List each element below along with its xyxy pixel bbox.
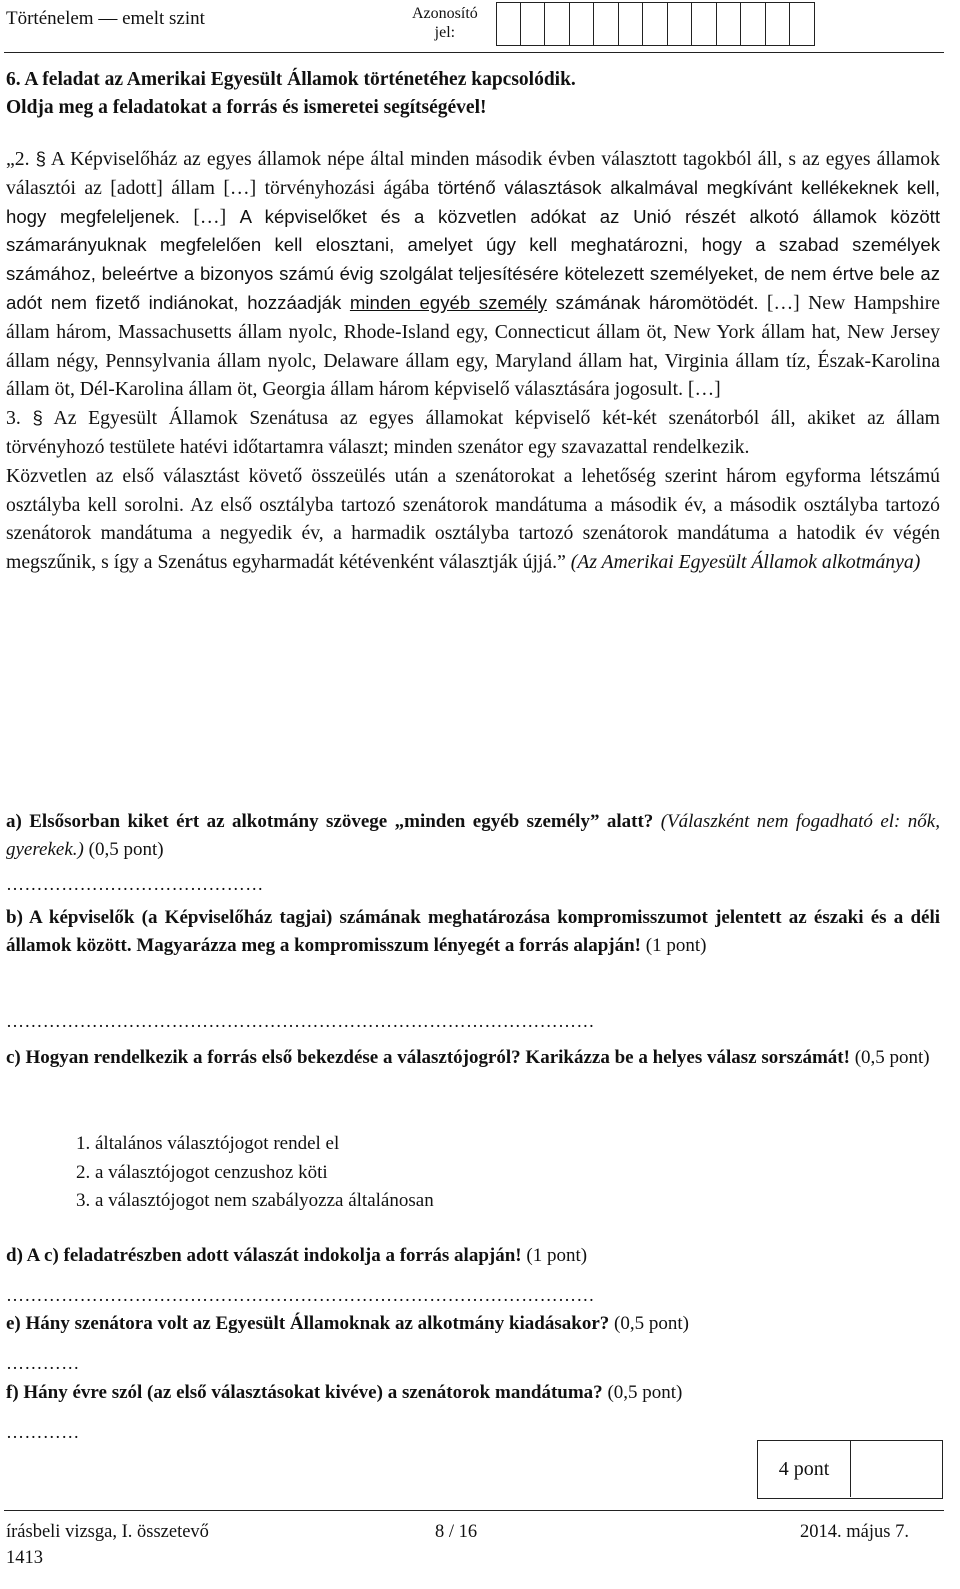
source-citation: (Az Amerikai Egyesült Államok alkotmánya) [565, 551, 921, 574]
task-heading-line1: 6. A feladat az Amerikai Egyesült Államok történetéhez kapcsolódik. [6, 69, 576, 90]
footer-divider [4, 1510, 944, 1511]
question-b [6, 904, 940, 960]
question-f-points: (0,5 pont) [602, 1382, 683, 1403]
source-paragraph-2 [6, 404, 940, 462]
id-box[interactable] [545, 2, 570, 46]
id-box[interactable] [741, 2, 766, 46]
footer-date: 2014. május 7. [800, 1522, 909, 1542]
id-box[interactable] [496, 2, 521, 46]
source-text-span: […] New Hampshire állam három, Massachusetts állam nyolc, Rhode-Island egy, Connecticut állam öt, New York állam hat, New Jersey állam négy, Pennsylvania állam nyolc, Delaware állam egy, Maryland állam hat, Virginia állam tíz, Észak-Karolina állam öt, Dél-Karolina állam öt, Georgia állam három képviselő választására jogosult. […] [6, 291, 941, 401]
id-box[interactable] [790, 2, 815, 46]
section-sign: § [35, 148, 46, 169]
answer-e-line[interactable]: ………… [6, 1353, 80, 1373]
question-f [6, 1379, 940, 1407]
footer-exam-type: írásbeli vizsga, I. összetevő [6, 1522, 209, 1542]
underlined-phrase: minden egyéb személy [349, 291, 547, 313]
question-a-points: (0,5 pont) [83, 839, 164, 860]
source-text-span: 3. [6, 407, 33, 430]
question-c-text: c) Hogyan rendelkezik a forrás első bekezdése a választójogról? Karikázza be a helyes válasz sorszámát! [6, 1047, 850, 1068]
option-2[interactable]: 2. a választójogot cenzushoz köti [76, 1161, 328, 1183]
question-c-options [76, 1130, 434, 1216]
id-label-line1: Azonosító [412, 5, 478, 22]
header-subject: Történelem — emelt szint [6, 8, 205, 29]
source-paragraph-3 [6, 462, 940, 577]
source-quote-open: „2. [6, 148, 36, 170]
question-d [6, 1242, 940, 1270]
question-a-text: a) Elsősorban kiket ért az alkotmány szövege „minden egyéb személy” alatt? [6, 811, 654, 832]
question-e-points: (0,5 pont) [609, 1313, 689, 1334]
source-text-span: számának háromötödét. [546, 291, 759, 313]
id-box[interactable] [643, 2, 668, 46]
question-a [6, 808, 940, 864]
question-c-points: (0,5 pont) [849, 1047, 930, 1068]
id-box[interactable] [668, 2, 693, 46]
id-label-line2: jel: [434, 24, 456, 41]
question-b-points: (1 pont) [641, 935, 707, 956]
source-text-span: Közvetlen az első választást követő összeülés után a szenátorokat a lehetőség szerint három egyforma létszámú osztályba kell sorolni. Az első osztályba tartozó szenátorok mandátuma a második év, a második osztályba tartozó szenátorok mandátuma a negyedik év, a harmadik osztályba tartozó szenátorok mandátuma a hatodik év végén megszűnik, s így a Szenátus egyharmadát kétévenként választják újjá.” [6, 464, 940, 574]
question-d-points: (1 pont) [521, 1245, 588, 1266]
id-boxes [496, 2, 815, 46]
answer-f-line[interactable]: ………… [6, 1422, 80, 1442]
id-box[interactable] [570, 2, 595, 46]
source-text-span: Az Egyesült Államok Szenátusa az egyes államokat képviselő két-két szenátorból áll, akiket az állam törvényhozó testülete hatévi időtartamra választ; minden szenátor egy szavazattal rendelkezik. [6, 407, 941, 458]
option-3[interactable]: 3. a választójogot nem szabályozza általánosan [76, 1190, 434, 1211]
task-heading [6, 66, 946, 122]
source-text [6, 145, 940, 577]
question-e [6, 1310, 940, 1338]
source-paragraph-1 [6, 145, 940, 404]
question-f-text: f) Hány évre szól (az első választásokat kivéve) a szenátorok mandátuma? [6, 1382, 603, 1403]
question-e-text: e) Hány szenátora volt az Egyesült Államoknak az alkotmány kiadásakor? [6, 1313, 610, 1334]
id-box[interactable] [766, 2, 791, 46]
id-box[interactable] [521, 2, 546, 46]
answer-b-line[interactable]: …………………………………………………………………………………… [6, 1011, 595, 1031]
question-a-note: (Válaszként nem fogadható el: nők, gyerekek.) [6, 811, 940, 860]
task-heading-line2: Oldja meg a feladatokat a forrás és ismeretei segítségével! [6, 97, 487, 118]
source-text-span: A Képviselőház az egyes államok népe által minden második évben választott tagokból áll, s az egyes államok választói az [adott] állam […] törvényhozási ágába [6, 148, 940, 199]
question-c [6, 1044, 940, 1072]
answer-d-line[interactable]: …………………………………………………………………………………… [6, 1285, 595, 1305]
score-box [757, 1440, 943, 1499]
answer-a-line[interactable]: …………………………………… [6, 874, 264, 894]
score-label: 4 pont [758, 1441, 851, 1497]
question-b-text: b) A képviselők (a Képviselőház tagjai) számának meghatározása kompromisszumot jelentett az északi és a déli államok között. Magyarázza meg a kompromisszum lényegét a forrás alapján! [6, 907, 940, 956]
option-1[interactable]: 1. általános választójogot rendel el [76, 1133, 340, 1154]
id-label [412, 4, 478, 42]
question-d-text: d) A c) feladatrészben adott válaszát indokolja a forrás alapján! [6, 1245, 522, 1266]
section-sign: § [32, 407, 43, 429]
id-box[interactable] [594, 2, 619, 46]
header-divider [4, 52, 944, 53]
source-text-span: történő választások alkalmával megkívánt kellékeknek kell, hogy megfeleljenek. [6, 176, 941, 227]
footer-page-number: 8 / 16 [435, 1522, 478, 1542]
id-box[interactable] [717, 2, 742, 46]
id-box[interactable] [692, 2, 717, 46]
id-box[interactable] [619, 2, 644, 46]
footer-code: 1413 [6, 1548, 43, 1568]
source-text-span: A képviselőket és a közvetlen adókat az Unió részét alkotó államok között számarányuknak megfelelően kell elosztani, amelyet úgy kell meghatározni, hogy a szabad személyek számához, beleértve a bizonyos számú évig szolgálat teljesítésére kötelezett személyeket, de nem értve bele az adót nem fizető indiánokat, hozzáadják [6, 205, 940, 313]
source-text-span: […] [179, 205, 240, 228]
